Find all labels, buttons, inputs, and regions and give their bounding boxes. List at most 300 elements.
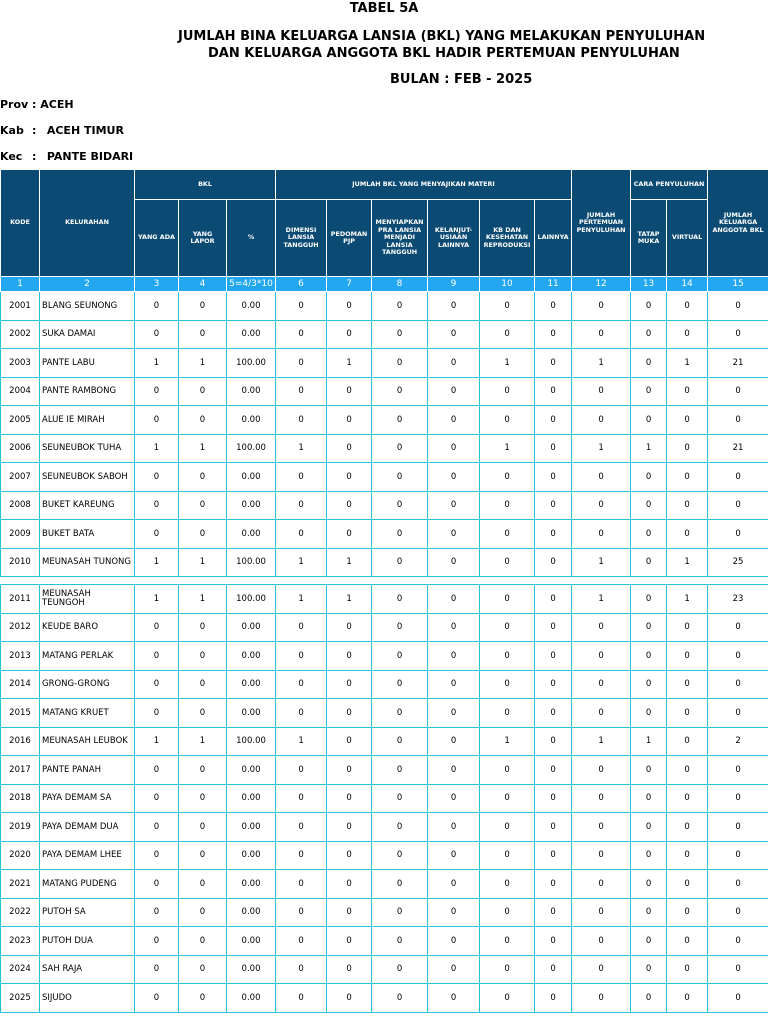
table-cell: 0 xyxy=(572,320,631,349)
table-cell: 0 xyxy=(372,320,428,349)
table-cell: 0 xyxy=(179,927,227,956)
table-cell: 0 xyxy=(276,841,327,870)
column-number-row xyxy=(1,277,768,292)
table-row xyxy=(1,377,768,406)
table-cell: 0 xyxy=(327,841,372,870)
cell-kode: 2019 xyxy=(1,813,40,842)
table-cell: 0 xyxy=(631,670,667,699)
cell-kode: 2008 xyxy=(1,491,40,520)
column-number: 14 xyxy=(667,277,708,292)
table-cell: 0 xyxy=(327,491,372,520)
table-cell: 0 xyxy=(179,491,227,520)
table-cell: 0 xyxy=(372,727,428,756)
table-cell: 1 xyxy=(135,349,179,378)
col-kb: KB DAN KESEHATAN REPRODUKSI xyxy=(480,200,535,277)
table-cell: 0 xyxy=(327,406,372,435)
table-cell: 0 xyxy=(276,349,327,378)
cell-kelurahan: SAH RAJA xyxy=(40,955,135,984)
province-line xyxy=(0,98,74,111)
table-cell: 0.00 xyxy=(227,756,276,785)
table-cell: 0 xyxy=(631,548,667,577)
table-cell: 0 xyxy=(667,898,708,927)
table-cell: 0 xyxy=(428,955,480,984)
table-cell: 1 xyxy=(572,585,631,614)
table-cell: 0 xyxy=(708,463,768,492)
col-menyiapkan: MENYIAPKAN PRA LANSIA MENJADI LANSIA TANGGUH xyxy=(372,200,428,277)
district-value: PANTE BIDARI xyxy=(46,150,134,163)
table-cell: 0 xyxy=(372,463,428,492)
table-cell: 0 xyxy=(708,320,768,349)
table-cell: 0.00 xyxy=(227,491,276,520)
column-number: 5=4/3*10 xyxy=(227,277,276,292)
table-cell: 0 xyxy=(535,349,572,378)
table-cell: 0 xyxy=(480,927,535,956)
table-cell: 0 xyxy=(135,898,179,927)
table-cell: 0 xyxy=(327,984,372,1013)
table-cell: 0 xyxy=(480,984,535,1013)
cell-kelurahan: MATANG PERLAK xyxy=(40,642,135,671)
table-cell: 0 xyxy=(327,642,372,671)
col-yang-lapor: YANG LAPOR xyxy=(179,200,227,277)
table-cell: 21 xyxy=(708,349,768,378)
table-cell: 0 xyxy=(631,813,667,842)
table-cell: 0 xyxy=(667,756,708,785)
table-cell: 0 xyxy=(135,813,179,842)
table-cell: 0.00 xyxy=(227,377,276,406)
table-row xyxy=(1,320,768,349)
cell-kode: 2005 xyxy=(1,406,40,435)
column-number: 9 xyxy=(428,277,480,292)
table-cell: 0 xyxy=(428,406,480,435)
table-cell: 0 xyxy=(179,463,227,492)
column-number: 13 xyxy=(631,277,667,292)
table-cell: 0 xyxy=(179,292,227,321)
table-row xyxy=(1,756,768,785)
province-value: ACEH xyxy=(40,98,74,111)
table-cell: 0 xyxy=(179,520,227,549)
col-group-materi: JUMLAH BKL YANG MENYAJIKAN MATERI xyxy=(276,170,572,200)
col-kode: KODE xyxy=(1,170,40,277)
table-cell: 0 xyxy=(480,784,535,813)
table-cell: 0 xyxy=(535,756,572,785)
table-cell: 0 xyxy=(708,870,768,899)
cell-kelurahan: BUKET KAREUNG xyxy=(40,491,135,520)
cell-kelurahan: MEUNASAH TUNONG xyxy=(40,548,135,577)
table-cell: 0 xyxy=(327,320,372,349)
table-cell: 0 xyxy=(276,613,327,642)
table-cell: 0 xyxy=(631,520,667,549)
table-cell: 0 xyxy=(372,756,428,785)
cell-kelurahan: PAYA DEMAM LHEE xyxy=(40,841,135,870)
table-cell: 0 xyxy=(327,377,372,406)
regency-line xyxy=(0,124,124,137)
table-cell: 0.00 xyxy=(227,984,276,1013)
report-table xyxy=(0,169,768,1013)
cell-kelurahan: BUKET BATA xyxy=(40,520,135,549)
table-cell: 0 xyxy=(327,756,372,785)
table-cell: 0 xyxy=(631,898,667,927)
cell-kelurahan: PUTOH DUA xyxy=(40,927,135,956)
table-cell: 0 xyxy=(327,727,372,756)
table-cell: 0 xyxy=(179,670,227,699)
table-cell: 0 xyxy=(179,784,227,813)
table-cell: 0 xyxy=(572,406,631,435)
table-cell: 0 xyxy=(667,727,708,756)
district-line xyxy=(0,150,133,163)
table-cell: 0 xyxy=(708,813,768,842)
table-cell: 0 xyxy=(572,955,631,984)
table-cell: 0 xyxy=(572,984,631,1013)
table-cell: 1 xyxy=(327,585,372,614)
table-cell: 0.00 xyxy=(227,870,276,899)
table-cell: 0 xyxy=(372,292,428,321)
cell-kode: 2022 xyxy=(1,898,40,927)
table-cell: 0 xyxy=(372,984,428,1013)
table-cell: 0 xyxy=(708,406,768,435)
table-cell: 0 xyxy=(327,463,372,492)
table-cell: 1 xyxy=(667,585,708,614)
table-cell: 0 xyxy=(276,699,327,728)
table-cell: 0 xyxy=(535,670,572,699)
cell-kode: 2010 xyxy=(1,548,40,577)
table-cell: 0 xyxy=(572,870,631,899)
table-cell: 0 xyxy=(135,756,179,785)
table-cell: 0 xyxy=(179,984,227,1013)
col-percent: % xyxy=(227,200,276,277)
table-cell: 0.00 xyxy=(227,898,276,927)
table-cell: 0 xyxy=(372,813,428,842)
table-cell: 0 xyxy=(135,463,179,492)
col-tatap-muka: TATAP MUKA xyxy=(631,200,667,277)
table-cell: 1 xyxy=(276,548,327,577)
table-cell: 0 xyxy=(667,784,708,813)
table-cell: 1 xyxy=(480,727,535,756)
table-cell: 0 xyxy=(535,320,572,349)
table-cell: 0 xyxy=(428,841,480,870)
col-yang-ada: YANG ADA xyxy=(135,200,179,277)
table-cell: 0 xyxy=(179,642,227,671)
table-cell: 0 xyxy=(631,955,667,984)
table-cell: 0 xyxy=(179,377,227,406)
table-cell: 0 xyxy=(572,784,631,813)
table-number: TABEL 5A xyxy=(349,1,419,16)
table-cell: 0 xyxy=(631,784,667,813)
report-table-wrapper xyxy=(0,169,768,1013)
table-cell: 0.00 xyxy=(227,463,276,492)
table-row xyxy=(1,463,768,492)
table-cell: 0 xyxy=(276,463,327,492)
table-cell: 0.00 xyxy=(227,292,276,321)
table-cell: 0 xyxy=(631,292,667,321)
table-cell: 0 xyxy=(667,434,708,463)
table-cell: 0 xyxy=(480,813,535,842)
table-row xyxy=(1,955,768,984)
cell-kode: 2023 xyxy=(1,927,40,956)
table-cell: 0 xyxy=(135,406,179,435)
table-cell: 0 xyxy=(535,585,572,614)
cell-kode: 2014 xyxy=(1,670,40,699)
table-cell: 0 xyxy=(708,955,768,984)
cell-kelurahan: ALUE IE MIRAH xyxy=(40,406,135,435)
table-cell: 0 xyxy=(428,520,480,549)
table-cell: 0 xyxy=(327,898,372,927)
table-cell: 0 xyxy=(372,349,428,378)
table-cell: 0 xyxy=(708,984,768,1013)
table-cell: 0 xyxy=(535,491,572,520)
table-cell: 0 xyxy=(631,463,667,492)
cell-kode: 2025 xyxy=(1,984,40,1013)
table-row xyxy=(1,613,768,642)
table-cell: 0 xyxy=(667,670,708,699)
table-cell: 0 xyxy=(708,927,768,956)
table-row xyxy=(1,349,768,378)
regency-label: Kab xyxy=(0,124,24,137)
cell-kelurahan: PUTOH SA xyxy=(40,898,135,927)
table-row xyxy=(1,491,768,520)
table-cell: 0 xyxy=(572,613,631,642)
col-jumlah-keluarga: JUMLAH KELUARGA ANGGOTA BKL xyxy=(708,170,768,277)
cell-kode: 2006 xyxy=(1,434,40,463)
province-label: Prov : xyxy=(0,98,37,111)
table-cell: 0 xyxy=(135,320,179,349)
table-cell: 0 xyxy=(572,377,631,406)
col-virtual: VIRTUAL xyxy=(667,200,708,277)
table-cell: 0 xyxy=(428,727,480,756)
table-cell: 1 xyxy=(179,727,227,756)
table-cell: 0 xyxy=(631,320,667,349)
column-number: 12 xyxy=(572,277,631,292)
table-cell: 0 xyxy=(667,870,708,899)
table-cell: 0 xyxy=(572,841,631,870)
table-cell: 1 xyxy=(135,585,179,614)
table-cell: 0 xyxy=(135,670,179,699)
table-cell: 0 xyxy=(572,813,631,842)
column-number: 3 xyxy=(135,277,179,292)
table-cell: 0 xyxy=(480,870,535,899)
table-cell: 0 xyxy=(372,377,428,406)
table-cell: 0 xyxy=(276,898,327,927)
table-cell: 0 xyxy=(372,520,428,549)
cell-kode: 2003 xyxy=(1,349,40,378)
table-cell: 1 xyxy=(572,727,631,756)
table-cell: 0 xyxy=(428,613,480,642)
table-cell: 0 xyxy=(480,406,535,435)
table-cell: 0 xyxy=(135,984,179,1013)
table-cell: 0 xyxy=(631,699,667,728)
table-cell: 0 xyxy=(667,406,708,435)
table-cell: 0 xyxy=(428,984,480,1013)
cell-kode: 2012 xyxy=(1,613,40,642)
table-cell: 0 xyxy=(572,520,631,549)
cell-kelurahan: MATANG KRUET xyxy=(40,699,135,728)
table-cell: 0 xyxy=(572,898,631,927)
table-cell: 0 xyxy=(276,984,327,1013)
table-cell: 0 xyxy=(135,642,179,671)
column-number: 15 xyxy=(708,277,768,292)
table-cell: 0 xyxy=(372,613,428,642)
table-cell: 0 xyxy=(631,491,667,520)
table-cell: 0 xyxy=(179,898,227,927)
table-row xyxy=(1,406,768,435)
table-cell: 0 xyxy=(428,377,480,406)
table-cell: 0 xyxy=(276,406,327,435)
table-cell: 0 xyxy=(428,670,480,699)
table-cell: 0 xyxy=(631,585,667,614)
table-cell: 0 xyxy=(480,548,535,577)
table-cell: 0 xyxy=(276,756,327,785)
table-cell: 0.00 xyxy=(227,670,276,699)
table-cell: 0 xyxy=(428,292,480,321)
table-cell: 0 xyxy=(480,898,535,927)
table-cell: 0 xyxy=(572,756,631,785)
table-cell: 0 xyxy=(480,292,535,321)
table-cell: 0 xyxy=(535,292,572,321)
table-cell: 0 xyxy=(480,463,535,492)
table-row xyxy=(1,585,768,614)
table-cell: 0 xyxy=(535,927,572,956)
table-cell: 1 xyxy=(667,349,708,378)
table-cell: 1 xyxy=(327,349,372,378)
cell-kode: 2021 xyxy=(1,870,40,899)
table-row xyxy=(1,670,768,699)
table-cell: 0 xyxy=(631,841,667,870)
table-cell: 0 xyxy=(276,642,327,671)
table-cell: 0 xyxy=(708,841,768,870)
table-cell: 0 xyxy=(135,491,179,520)
table-cell: 0.00 xyxy=(227,642,276,671)
table-cell: 0 xyxy=(480,670,535,699)
table-cell: 0 xyxy=(327,520,372,549)
cell-kelurahan: MATANG PUDENG xyxy=(40,870,135,899)
table-cell: 0 xyxy=(535,406,572,435)
table-cell: 0 xyxy=(428,699,480,728)
table-cell: 1 xyxy=(179,434,227,463)
table-cell: 0 xyxy=(179,320,227,349)
table-cell: 0 xyxy=(135,520,179,549)
table-cell: 0 xyxy=(480,756,535,785)
table-cell: 0 xyxy=(179,870,227,899)
col-kelurahan: KELURAHAN xyxy=(40,170,135,277)
table-cell: 0 xyxy=(372,434,428,463)
cell-kelurahan: PAYA DEMAM DUA xyxy=(40,813,135,842)
table-cell: 0 xyxy=(480,585,535,614)
table-cell: 1 xyxy=(572,349,631,378)
column-number: 6 xyxy=(276,277,327,292)
table-cell: 0 xyxy=(428,434,480,463)
table-cell: 100.00 xyxy=(227,349,276,378)
table-cell: 0 xyxy=(428,349,480,378)
table-cell: 0 xyxy=(535,955,572,984)
table-cell: 0 xyxy=(572,463,631,492)
table-cell: 0 xyxy=(428,756,480,785)
table-cell: 0 xyxy=(428,898,480,927)
table-cell: 0 xyxy=(327,870,372,899)
table-cell: 0 xyxy=(667,642,708,671)
table-cell: 0.00 xyxy=(227,813,276,842)
table-cell: 0 xyxy=(135,377,179,406)
cell-kode: 2001 xyxy=(1,292,40,321)
table-cell: 0 xyxy=(631,870,667,899)
table-cell: 0 xyxy=(372,898,428,927)
table-cell: 0 xyxy=(135,870,179,899)
col-group-cara: CARA PENYULUHAN xyxy=(631,170,708,200)
table-cell: 0.00 xyxy=(227,699,276,728)
table-cell: 0 xyxy=(327,613,372,642)
table-cell: 0 xyxy=(480,320,535,349)
table-cell: 1 xyxy=(276,434,327,463)
table-row xyxy=(1,841,768,870)
table-row xyxy=(1,813,768,842)
cell-kode: 2020 xyxy=(1,841,40,870)
table-cell: 0 xyxy=(372,955,428,984)
column-number: 1 xyxy=(1,277,40,292)
table-cell: 0 xyxy=(428,642,480,671)
column-number: 2 xyxy=(40,277,135,292)
table-cell: 0 xyxy=(667,520,708,549)
cell-kelurahan: SEUNEUBOK TUHA xyxy=(40,434,135,463)
gap-cell xyxy=(1,577,768,585)
cell-kode: 2009 xyxy=(1,520,40,549)
cell-kode: 2017 xyxy=(1,756,40,785)
cell-kelurahan: BLANG SEUNONG xyxy=(40,292,135,321)
table-row xyxy=(1,434,768,463)
table-cell: 0 xyxy=(535,613,572,642)
cell-kode: 2018 xyxy=(1,784,40,813)
table-cell: 100.00 xyxy=(227,434,276,463)
cell-kelurahan: MEUNASAH TEUNGOH xyxy=(40,585,135,614)
cell-kode: 2004 xyxy=(1,377,40,406)
table-cell: 0 xyxy=(535,784,572,813)
cell-kode: 2002 xyxy=(1,320,40,349)
table-cell: 0 xyxy=(428,548,480,577)
table-cell: 0 xyxy=(327,670,372,699)
table-cell: 0 xyxy=(179,406,227,435)
cell-kode: 2011 xyxy=(1,585,40,614)
table-cell: 0 xyxy=(535,841,572,870)
table-cell: 0.00 xyxy=(227,320,276,349)
table-cell: 0 xyxy=(667,320,708,349)
col-pedoman: PEDOMAN PJP xyxy=(327,200,372,277)
table-row xyxy=(1,727,768,756)
table-cell: 0 xyxy=(667,292,708,321)
table-cell: 1 xyxy=(572,548,631,577)
table-cell: 0 xyxy=(631,349,667,378)
regency-separator: : xyxy=(32,124,37,137)
table-row xyxy=(1,898,768,927)
table-cell: 0 xyxy=(135,699,179,728)
table-cell: 0.00 xyxy=(227,613,276,642)
table-cell: 0 xyxy=(667,841,708,870)
table-cell: 0 xyxy=(535,642,572,671)
table-cell: 1 xyxy=(631,727,667,756)
table-cell: 1 xyxy=(135,548,179,577)
table-cell: 0 xyxy=(667,984,708,1013)
table-cell: 0 xyxy=(135,841,179,870)
table-cell: 0 xyxy=(276,813,327,842)
table-cell: 0 xyxy=(372,841,428,870)
cell-kode: 2013 xyxy=(1,642,40,671)
table-cell: 0 xyxy=(631,927,667,956)
table-cell: 1 xyxy=(327,548,372,577)
table-cell: 1 xyxy=(480,349,535,378)
table-cell: 0 xyxy=(631,756,667,785)
report-title-line-1: JUMLAH BINA KELUARGA LANSIA (BKL) YANG MELAKUKAN PENYULUHAN xyxy=(178,29,706,44)
table-cell: 0 xyxy=(276,520,327,549)
table-cell: 0 xyxy=(428,463,480,492)
cell-kode: 2007 xyxy=(1,463,40,492)
table-cell: 0 xyxy=(372,870,428,899)
table-cell: 0 xyxy=(179,841,227,870)
